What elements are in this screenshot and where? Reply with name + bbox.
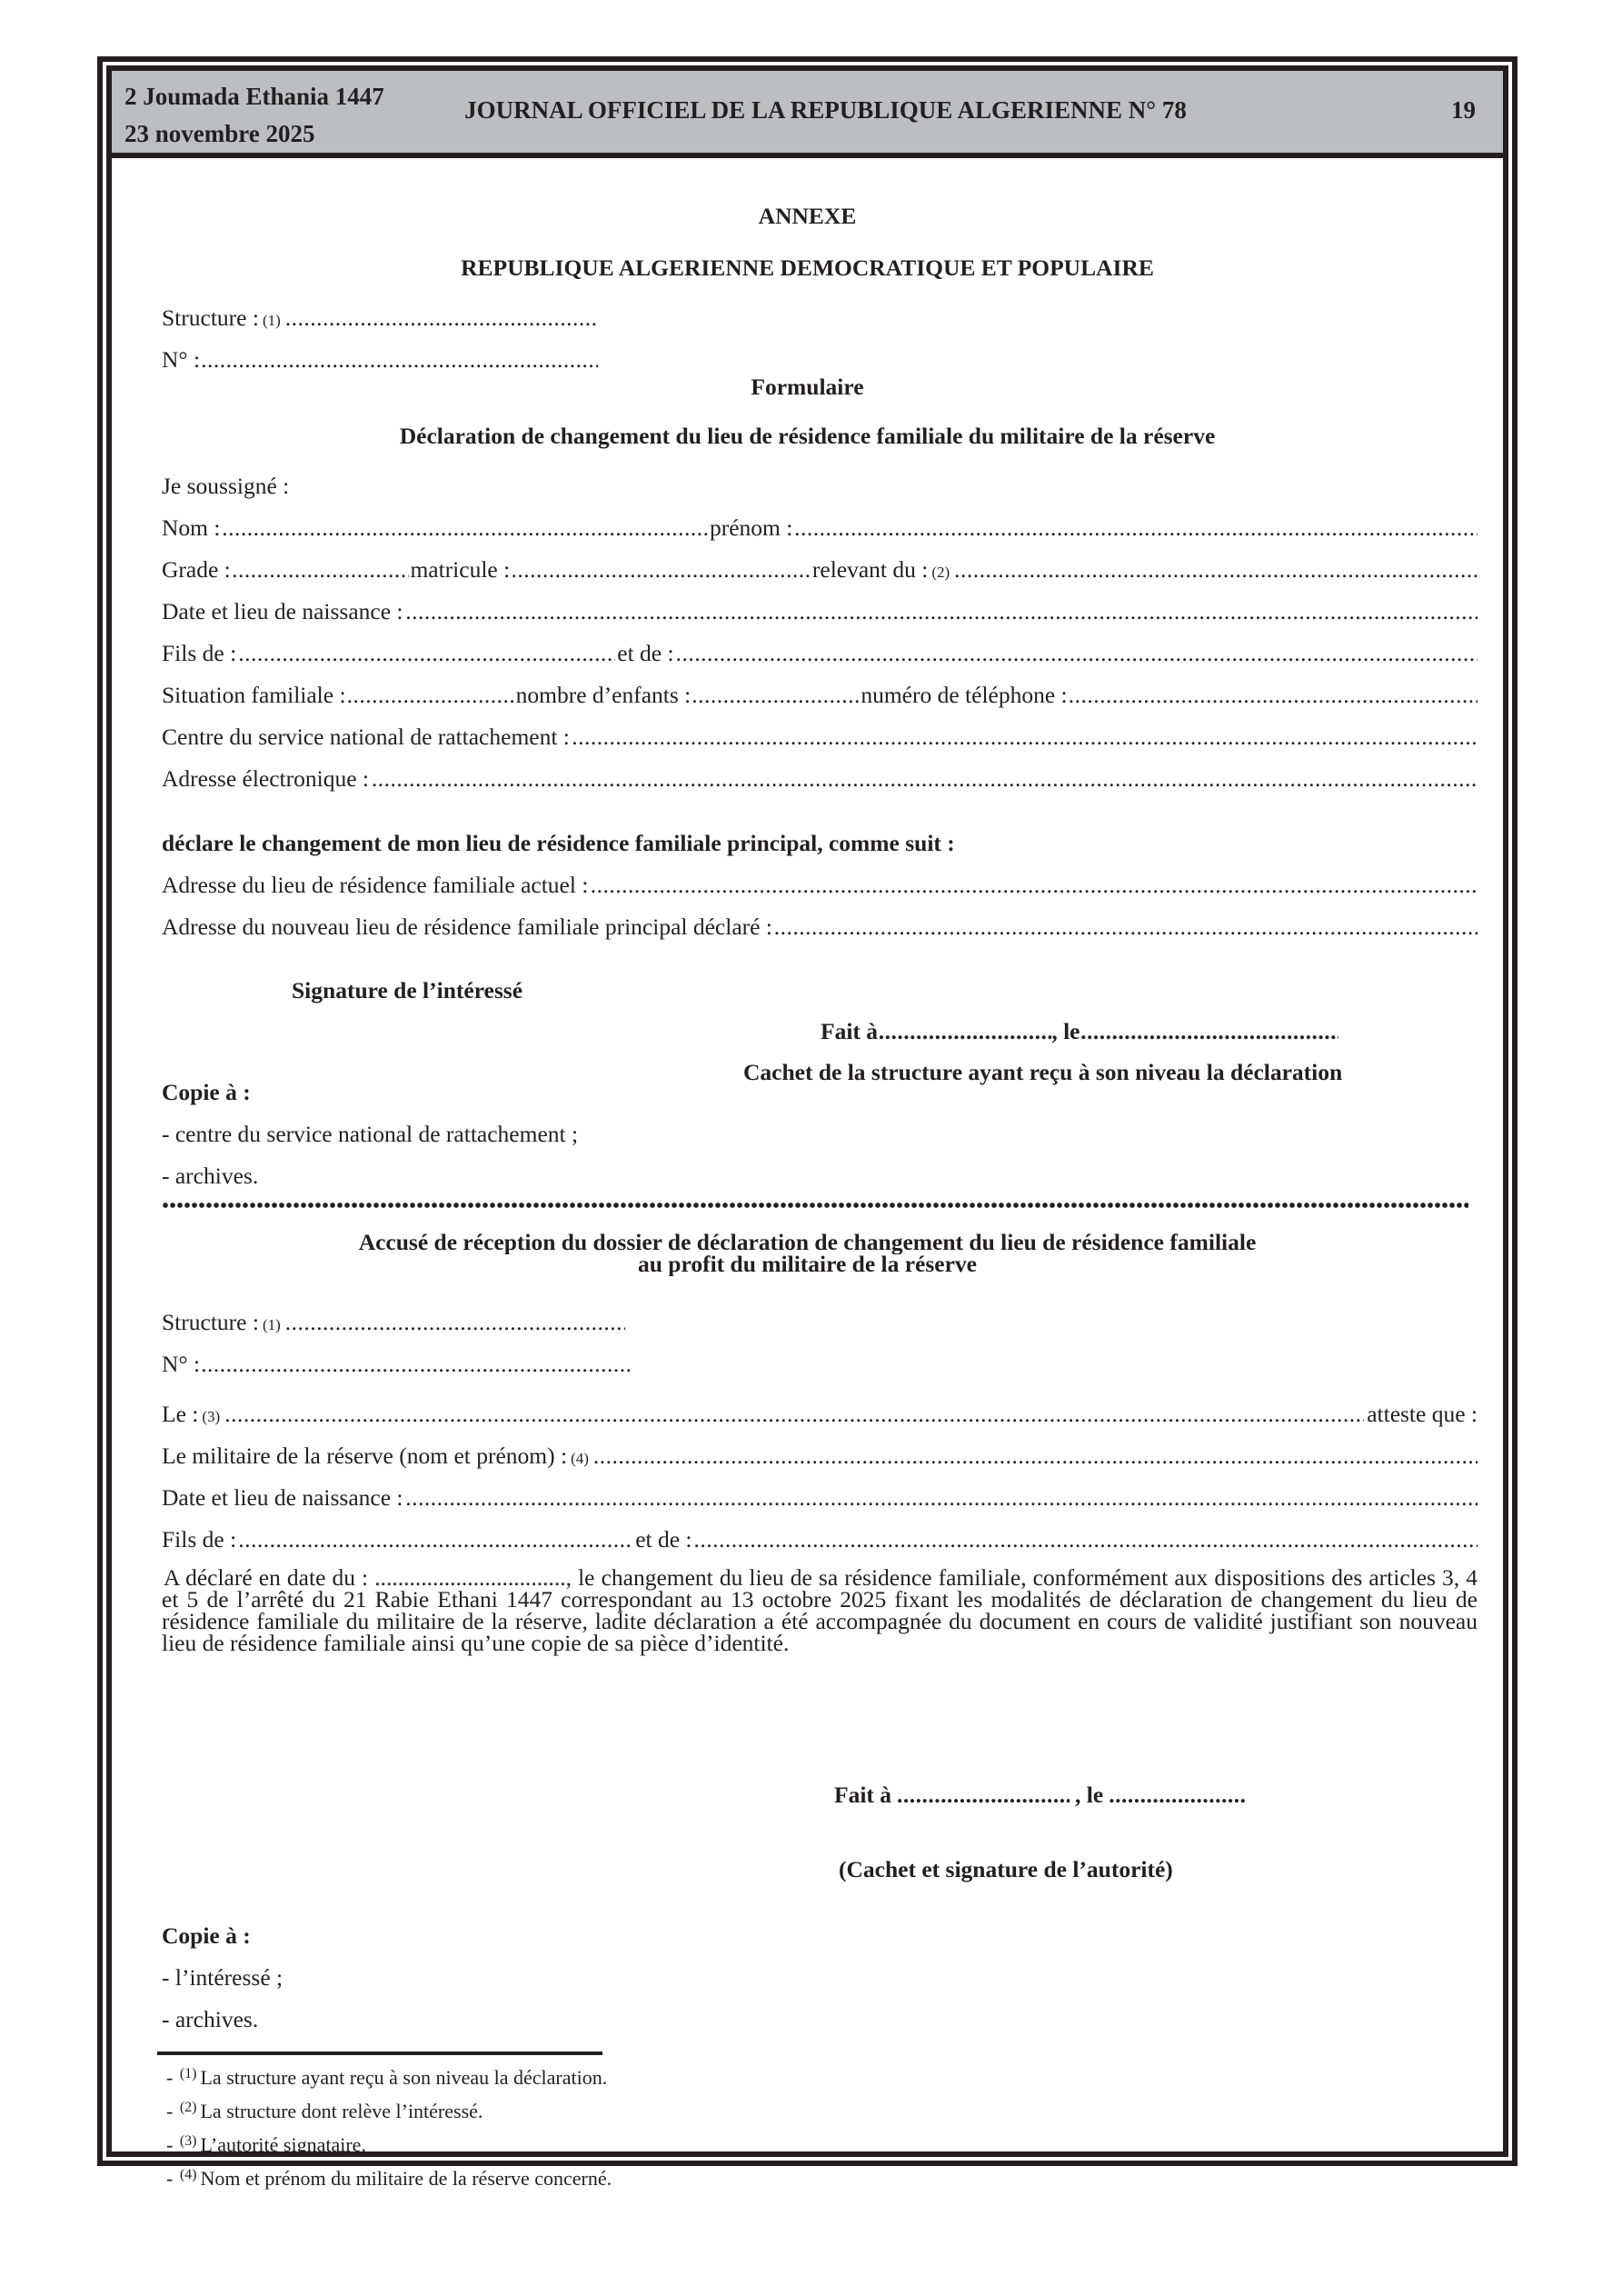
- family-status-label: Situation familiale :: [162, 682, 346, 708]
- receipt-copy-heading: Copie à :: [162, 1922, 251, 1949]
- receipt-structure-field[interactable]: [162, 1308, 625, 1340]
- service-center-label: Centre du service national de rattachement :: [162, 724, 570, 750]
- footnote: - $^{(1)}$ La structure ayant reçu à son niveau la déclaration.: [166, 2066, 608, 2089]
- page-inner-frame: [106, 65, 1508, 2190]
- footnote-ref-4: (4): [571, 1450, 589, 1467]
- birth-row: [162, 597, 1478, 626]
- structure-stamp-label: Cachet de la structure ayant reçu à son niveau la déclaration: [743, 1059, 1343, 1085]
- email-row: [162, 764, 1478, 794]
- current-address-label: Adresse du lieu de résidence familiale actuel :: [162, 872, 589, 898]
- declared-date-blank[interactable]: .................................: [374, 1564, 566, 1591]
- family-status-blank[interactable]: [347, 681, 515, 710]
- number-blank[interactable]: [201, 345, 598, 374]
- footnote: - $^{(2)}$ La structure dont relève l’intéressé.: [166, 2100, 483, 2122]
- done-on-blank[interactable]: [1080, 1017, 1338, 1046]
- footnote-rule: [157, 2051, 602, 2055]
- footnote-ref-2: (2): [931, 564, 950, 581]
- service-center-blank[interactable]: [572, 723, 1478, 752]
- reservist-label: Le militaire de la réserve (nom et prénom) :: [162, 1442, 568, 1469]
- phone-blank[interactable]: [1069, 681, 1478, 710]
- receipt-done-at-blank[interactable]: [897, 1781, 1070, 1810]
- structure-blank[interactable]: [285, 304, 598, 333]
- receipt-structure-blank[interactable]: [285, 1308, 625, 1337]
- receipt-parents-row: [162, 1525, 1478, 1554]
- undersigned-label: Je soussigné :: [162, 473, 290, 499]
- receipt-title-line2: au profit du militaire de la réserve: [638, 1253, 977, 1276]
- declared-body: , le changement du lieu de sa résidence familiale, conformément aux dispositions des articles 3, 4 et 5 de l’arrêté du 21 Rabie Ethani 1447 correspondant au 13 octobre 2025 fixant les modalités de déclaration de changement du lieu de résidence familiale du militaire de la réserve, ladite déclaration a été accompagnée du document en cours de validité justifiant son nouveau lieu de résidence familiale ainsi qu’une copie de sa pièce d’identité.: [162, 1564, 1478, 1656]
- declared-prefix: A déclaré en date du :: [164, 1564, 369, 1591]
- children-label: nombre d’enfants :: [515, 682, 692, 708]
- receipt-and-of-label: et de :: [635, 1526, 692, 1552]
- prenom-blank[interactable]: [794, 514, 1478, 543]
- declaration-paragraph: [162, 1564, 1478, 1656]
- current-address-blank[interactable]: [591, 871, 1478, 900]
- done-on-label: , le: [1051, 1018, 1080, 1044]
- grade-blank[interactable]: [232, 555, 409, 584]
- parents-row: [162, 639, 1478, 668]
- journal-header: [112, 71, 1503, 158]
- footnote-ref-3: (3): [202, 1408, 221, 1425]
- receipt-copy-item: - l’intéressé ;: [162, 1964, 284, 1991]
- family-row: [162, 681, 1478, 710]
- done-at-blank[interactable]: [879, 1017, 1051, 1046]
- footnote: - $^{(3)}$ L’autorité signataire.: [166, 2133, 366, 2156]
- footnote-ref-1: (1): [262, 312, 281, 329]
- annex-title: ANNEXE: [758, 203, 857, 229]
- children-blank[interactable]: [692, 681, 860, 710]
- new-address-label: Adresse du nouveau lieu de résidence familiale principal déclaré :: [162, 913, 772, 940]
- grade-row: [162, 555, 1478, 587]
- le-label: Le :: [162, 1401, 199, 1427]
- receipt-number-label: N° :: [162, 1351, 201, 1377]
- receipt-father-blank[interactable]: [238, 1525, 633, 1554]
- receipt-birth-row: [162, 1483, 1478, 1512]
- page-number: 19: [1451, 96, 1476, 124]
- mother-blank[interactable]: [676, 639, 1478, 668]
- receipt-done-at-label: Fait à: [834, 1782, 892, 1808]
- form-structure-field[interactable]: [162, 304, 598, 335]
- email-blank[interactable]: [372, 764, 1478, 794]
- attests-label: atteste que :: [1367, 1401, 1478, 1427]
- number-label: N° :: [162, 346, 201, 373]
- father-blank[interactable]: [238, 639, 615, 668]
- form-copy-item: - archives.: [162, 1163, 259, 1189]
- journal-title: JOURNAL OFFICIEL DE LA REPUBLIQUE ALGERIENNE N° 78: [464, 96, 1187, 124]
- nom-label: Nom :: [162, 514, 221, 541]
- form-title: Formulaire: [751, 374, 864, 400]
- receipt-structure-label: Structure :: [162, 1309, 259, 1335]
- receipt-le-row: [162, 1400, 1478, 1432]
- gregorian-date: 23 novembre 2025: [124, 120, 315, 147]
- prenom-label: prénom :: [709, 514, 793, 541]
- republic-title: REPUBLIQUE ALGERIENNE DEMOCRATIQUE ET POPULAIRE: [461, 255, 1154, 281]
- form-copy-heading: Copie à :: [162, 1079, 251, 1105]
- receipt-title-line1: Accusé de réception du dossier de déclaration de changement du lieu de résidence familiale: [358, 1231, 1257, 1254]
- service-center-row: [162, 723, 1478, 752]
- receipt-copy-item: - archives.: [162, 2006, 259, 2032]
- receipt-son-of-label: Fils de :: [162, 1526, 237, 1552]
- hijri-date: 2 Joumada Ethania 1447: [124, 83, 384, 110]
- form-done-row: [821, 1017, 1338, 1046]
- page-frame: [97, 56, 1518, 2190]
- receipt-mother-blank[interactable]: [694, 1525, 1478, 1554]
- name-row: [162, 514, 1478, 543]
- receipt-done-row: [834, 1781, 1307, 1810]
- matricule-label: matricule :: [410, 556, 511, 583]
- authority-stamp-label: (Cachet et signature de l’autorité): [839, 1856, 1173, 1882]
- receipt-number-field[interactable]: [162, 1350, 631, 1379]
- footnote: - $^{(4)}$ Nom et prénom du militaire de la réserve concerné.: [166, 2167, 612, 2190]
- email-label: Adresse électronique :: [162, 765, 369, 792]
- reservist-blank[interactable]: [593, 1442, 1478, 1471]
- receipt-done-on-blank[interactable]: [1109, 1781, 1245, 1810]
- reservist-row: [162, 1442, 1478, 1473]
- form-number-field[interactable]: [162, 345, 598, 374]
- receipt-birth-label: Date et lieu de naissance :: [162, 1484, 403, 1511]
- matricule-blank[interactable]: [512, 555, 811, 584]
- birth-blank[interactable]: [405, 597, 1478, 626]
- and-of-label: et de :: [617, 640, 674, 666]
- declare-heading: déclare le changement de mon lieu de résidence familiale principal, comme suit :: [162, 830, 955, 856]
- birth-label: Date et lieu de naissance :: [162, 598, 403, 624]
- grade-label: Grade :: [162, 556, 231, 583]
- new-address-blank[interactable]: [774, 913, 1478, 942]
- form-subtitle: Déclaration de changement du lieu de résidence familiale du militaire de la réserve: [399, 423, 1216, 449]
- nom-blank[interactable]: [222, 514, 708, 543]
- relevant-blank[interactable]: [954, 555, 1478, 584]
- new-address-row: [162, 913, 1478, 942]
- son-of-label: Fils de :: [162, 640, 237, 666]
- done-at-label: Fait à: [821, 1018, 879, 1044]
- receipt-done-on-label: , le: [1075, 1782, 1104, 1808]
- page-content: [112, 158, 1503, 2190]
- relevant-label: relevant du :: [811, 556, 929, 583]
- receipt-number-blank[interactable]: [201, 1350, 631, 1379]
- current-address-row: [162, 871, 1478, 900]
- phone-label: numéro de téléphone :: [861, 682, 1068, 708]
- form-copy-item: - centre du service national de rattachement ;: [162, 1121, 579, 1147]
- cut-line-separator: [162, 1203, 1468, 1208]
- footnote-ref-1: (1): [262, 1316, 281, 1333]
- structure-label: Structure :: [162, 304, 259, 331]
- signature-label: Signature de l’intéressé: [292, 977, 523, 1003]
- receipt-birth-blank[interactable]: [405, 1483, 1478, 1512]
- le-blank[interactable]: [224, 1400, 1364, 1429]
